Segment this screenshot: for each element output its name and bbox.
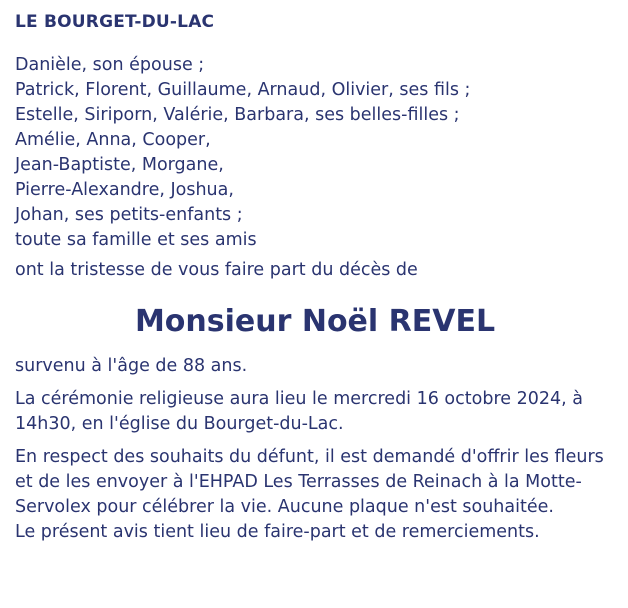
family-line: Amélie, Anna, Cooper,: [15, 130, 211, 150]
ceremony-details: La cérémonie religieuse aura lieu le mercredi 16 octobre 2024, à 14h30, en l'église du Bourget-du-Lac.: [15, 389, 583, 434]
wishes-paragraph: En respect des souhaits du défunt, il est demandé d'offrir les fleurs et de les envoyer à l'EHPAD Les Terrasses de Reinach à la Motte-Servolex pour célébrer la vie. Aucune plaque n'est souhaitée.: [15, 447, 604, 517]
age-line: survenu à l'âge de 88 ans.: [15, 356, 248, 376]
family-line: Danièle, son épouse ;: [15, 55, 205, 75]
family-line: Patrick, Florent, Guillaume, Arnaud, Olivier, ses fils ;: [15, 80, 471, 100]
family-line: Johan, ses petits-enfants ;: [15, 205, 243, 225]
closing-line: Le présent avis tient lieu de faire-part et de remerciements.: [15, 522, 540, 542]
family-line: Jean-Baptiste, Morgane,: [15, 155, 224, 175]
obituary-notice: [15, 10, 615, 545]
family-list: [15, 53, 615, 253]
announcement-intro: ont la tristesse de vous faire part du décès de: [15, 260, 418, 280]
family-line: Estelle, Siriporn, Valérie, Barbara, ses belles-filles ;: [15, 105, 460, 125]
family-line: Pierre-Alexandre, Joshua,: [15, 180, 234, 200]
family-line: toute sa famille et ses amis: [15, 230, 257, 250]
location-heading: LE BOURGET-DU-LAC: [15, 12, 215, 32]
deceased-name: Monsieur Noël REVEL: [134, 304, 496, 339]
